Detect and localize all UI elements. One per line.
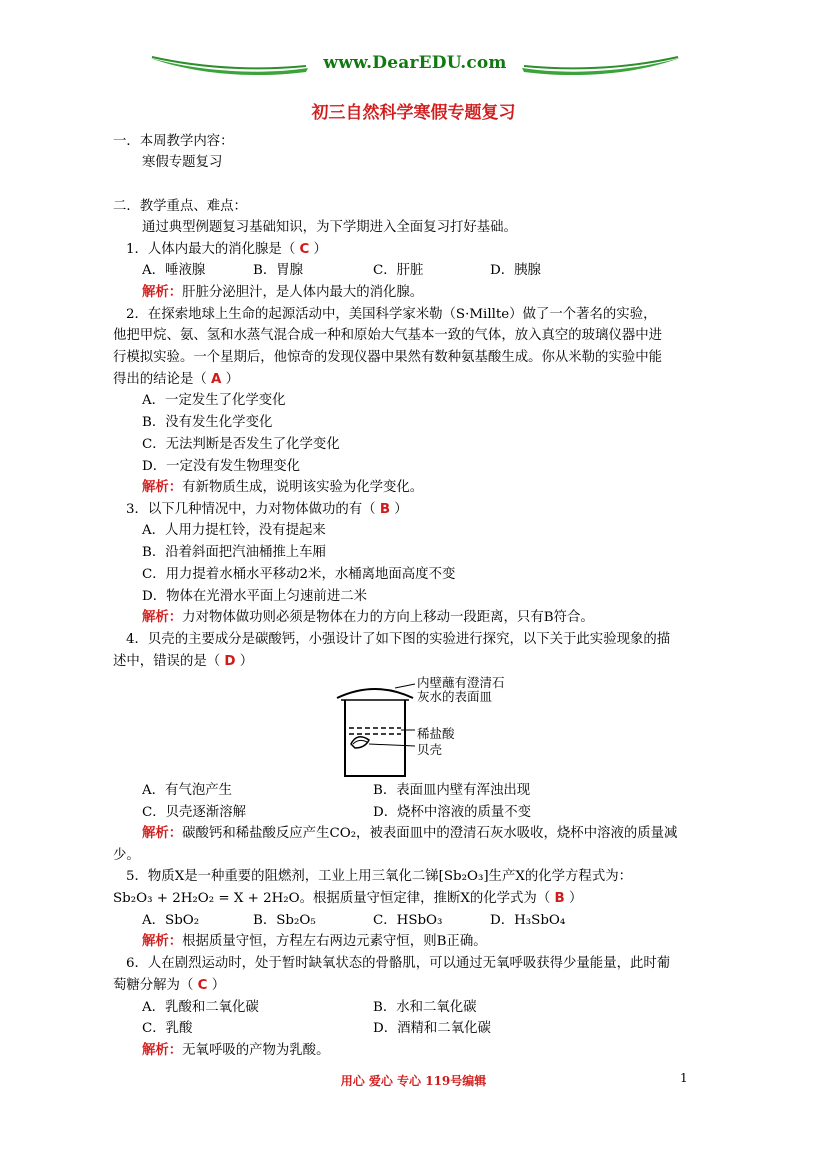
q3-stem-text: 3．以下几种情况中，力对物体做功的有（ (126, 502, 380, 517)
q4-explanation (142, 823, 677, 844)
q6-close: ） (207, 978, 226, 993)
fig-label-line-2: 灰水的表面皿 (417, 689, 493, 704)
q4-option-a: A．有气泡产生 (142, 783, 233, 798)
site-logo-text[interactable]: www.DearEDU.com (323, 53, 507, 73)
q3-stem (126, 499, 408, 520)
q2-explanation-text: 有新物质生成，说明该实验为化学变化。 (182, 480, 424, 495)
q2-line-4 (113, 369, 239, 390)
q2-option-a: A．一定发生了化学变化 (142, 393, 286, 408)
q3-option-d: D．物体在光滑水平面上匀速前进二米 (142, 589, 367, 604)
q2-explanation-label: 解析： (142, 479, 183, 495)
q4-close: ） (235, 654, 254, 669)
q2-stem-end: 得出的结论是（ (113, 372, 211, 387)
q4-option-c: C．贝壳逐渐溶解 (142, 805, 246, 820)
q1-option-d: D．胰腺 (490, 263, 541, 278)
q5-line-2 (113, 888, 582, 909)
q1-option-a: A．唾液腺 (142, 263, 206, 278)
q3-option-b: B．沿着斜面把汽油桶推上车厢 (142, 545, 326, 560)
q6-option-b: B．水和二氧化碳 (373, 1000, 477, 1015)
q5-option-b: B．Sb₂O₅ (253, 913, 316, 928)
q3-option-a: A．人用力提杠铃，没有提起来 (142, 523, 326, 538)
q5-explanation-label: 解析： (142, 933, 183, 949)
q2-explanation (142, 477, 423, 498)
q6-answer: C (197, 978, 208, 993)
fig-label-watch-glass (417, 676, 505, 704)
q4-option-b: B．表面皿内壁有浑浊出现 (373, 783, 531, 798)
q5-explanation-text: 根据质量守恒，方程左右两边元素守恒，则B正确。 (182, 934, 487, 949)
q2-option-b: B．没有发生化学变化 (142, 415, 273, 430)
q1-answer: C (299, 242, 310, 257)
q2-close: ） (221, 372, 240, 387)
q4-explanation-label: 解析： (142, 825, 183, 841)
q4-option-d: D．烧杯中溶液的质量不变 (373, 805, 532, 820)
q6-option-d: D．酒精和二氧化碳 (373, 1021, 491, 1036)
q2-line-3: 行模拟实验。一个星期后，他惊奇的发现仪器中果然有数种氨基酸生成。你从米勒的实验中能 (113, 350, 663, 365)
q1-option-b: B．胃腺 (253, 263, 304, 278)
q5-stem-end: Sb₂O₃ + 2H₂O₂ = X + 2H₂O。根据质量守恒定律，推断X的化学式为（ (113, 891, 555, 906)
q4-line-1: 4．贝壳的主要成分是碳酸钙，小强设计了如下图的实验进行探究，以下关于此实验现象的描 (126, 632, 671, 647)
q6-stem-end: 萄糖分解为（ (113, 978, 198, 993)
q5-line-1: 5．物质X是一种重要的阻燃剂，工业上用三氧化二锑[Sb₂O₃]生产X的化学方程式为： (126, 869, 632, 884)
q5-close: ） (564, 891, 583, 906)
beaker-figure (335, 674, 515, 784)
q5-answer: B (554, 891, 565, 906)
q6-option-c: C．乳酸 (142, 1021, 193, 1036)
q1-explanation-text: 肝脏分泌胆汁，是人体内最大的消化腺。 (182, 285, 424, 300)
q4-explanation-cont: 少。 (113, 848, 140, 863)
q2-option-c: C．无法判断是否发生了化学变化 (142, 437, 340, 452)
q6-line-2 (113, 975, 225, 996)
q1-stem (126, 239, 327, 260)
q3-answer: B (379, 502, 391, 517)
section-2-intro: 通过典型例题复习基础知识，为下学期进入全面复习打好基础。 (142, 220, 517, 235)
site-header (150, 44, 680, 84)
q4-answer: D (224, 654, 236, 669)
q1-explanation (142, 282, 423, 303)
q4-explanation-text: 碳酸钙和稀盐酸反应产生CO₂，被表面皿中的澄清石灰水吸收，烧杯中溶液的质量减 (182, 826, 678, 841)
q6-line-1: 6．人在剧烈运动时，处于暂时缺氧状态的骨骼肌，可以通过无氧呼吸获得少量能量，此时葡 (126, 956, 671, 971)
q4-stem-end: 述中，错误的是（ (113, 654, 225, 669)
q4-line-2 (113, 651, 253, 672)
q2-answer: A (211, 372, 222, 387)
q2-line-2: 他把甲烷、氨、氢和水蒸气混合成一种和原始大气基本一致的气体，放入真空的玻璃仪器中进 (113, 328, 663, 343)
section-2-heading: 二．教学重点、难点： (113, 199, 247, 214)
q3-explanation-text: 力对物体做功则必须是物体在力的方向上移动一段距离，只有B符合。 (182, 610, 594, 625)
q5-option-d: D．H₃SbO₄ (490, 913, 566, 928)
q1-close: ） (309, 242, 327, 257)
q3-option-c: C．用力提着水桶水平移动2米，水桶离地面高度不变 (142, 567, 456, 582)
q6-option-a: A．乳酸和二氧化碳 (142, 1000, 259, 1015)
q1-explanation-label: 解析： (142, 284, 183, 300)
q5-explanation (142, 931, 487, 952)
fig-label-line-1: 内壁蘸有澄清石 (417, 675, 505, 690)
q2-option-d: D．一定没有发生物理变化 (142, 459, 301, 474)
q2-line-1: 2．在探索地球上生命的起源活动中，美国科学家米勒（S·Millte）做了一个著名的实验， (126, 307, 657, 322)
section-1-heading: 一．本周教学内容： (113, 134, 234, 149)
page-title: 初三自然科学寒假专题复习 (311, 103, 516, 123)
q1-option-c: C．肝脏 (373, 263, 424, 278)
q6-explanation-text: 无氧呼吸的产物为乳酸。 (182, 1043, 330, 1058)
q3-explanation (142, 607, 594, 628)
q6-explanation-label: 解析： (142, 1042, 183, 1058)
q1-stem-text: 1．人体内最大的消化腺是（ (126, 242, 300, 257)
fig-label-acid: 稀盐酸 (417, 726, 455, 741)
q5-option-c: C．HSbO₃ (373, 913, 443, 928)
q5-option-a: A．SbO₂ (142, 913, 200, 928)
q6-explanation (142, 1040, 329, 1061)
fig-label-shell: 贝壳 (417, 742, 443, 757)
q3-explanation-label: 解析： (142, 609, 183, 625)
page-footer: 用心 爱心 专心 119号编辑 (340, 1074, 487, 1088)
section-1-body: 寒假专题复习 (142, 155, 223, 170)
page-number: 1 (680, 1071, 688, 1085)
q3-close: ） (390, 502, 408, 517)
